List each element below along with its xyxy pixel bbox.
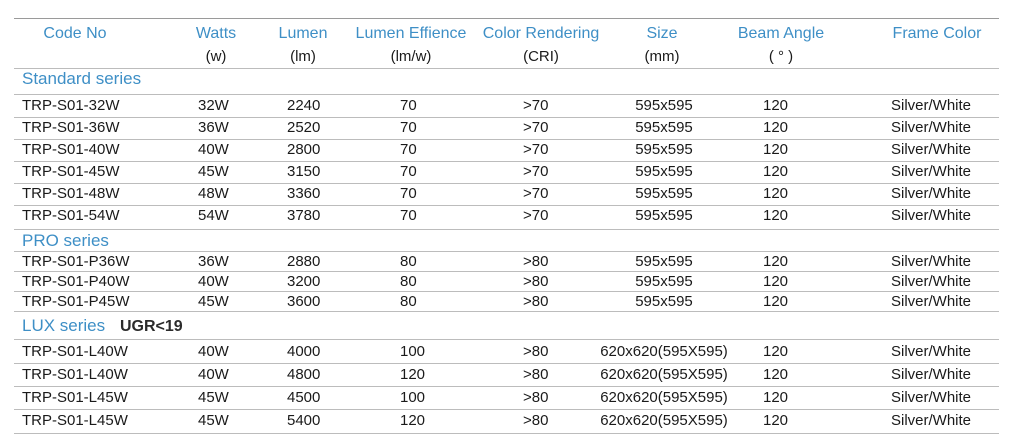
cell-cri: >70 bbox=[523, 141, 549, 158]
cell-lumen: 3200 bbox=[287, 273, 321, 290]
cell-frame: Silver/White bbox=[891, 119, 972, 136]
cell-watts: 45W bbox=[198, 412, 229, 429]
column-unit-cri: (CRI) bbox=[523, 48, 559, 65]
row-divider bbox=[14, 94, 999, 95]
row-divider bbox=[14, 18, 999, 19]
cell-code: TRP-S01-L40W bbox=[22, 366, 128, 383]
cell-lumen: 3600 bbox=[287, 293, 321, 310]
cell-size: 620x620(595X595) bbox=[600, 366, 728, 383]
cell-code: TRP-S01-L40W bbox=[22, 343, 128, 360]
section-title: PRO series bbox=[22, 231, 109, 250]
table-row bbox=[0, 343, 1013, 365]
table-row bbox=[0, 389, 1013, 411]
cell-size: 595x595 bbox=[635, 207, 693, 224]
cell-efficacy: 70 bbox=[400, 207, 417, 224]
cell-size: 595x595 bbox=[635, 253, 693, 270]
table-row bbox=[0, 207, 1013, 229]
cell-watts: 32W bbox=[198, 97, 229, 114]
cell-beam: 120 bbox=[763, 185, 789, 202]
row-divider bbox=[14, 117, 999, 118]
row-divider bbox=[14, 386, 999, 387]
cell-cri: >70 bbox=[523, 119, 549, 136]
table-row bbox=[0, 163, 1013, 185]
cell-beam: 120 bbox=[763, 366, 789, 383]
column-header-lumen: Lumen bbox=[278, 25, 328, 42]
column-header-beam: Beam Angle bbox=[737, 25, 825, 42]
cell-beam: 120 bbox=[763, 412, 789, 429]
row-divider bbox=[14, 311, 999, 312]
cell-beam: 120 bbox=[763, 293, 789, 310]
section-title: Standard series bbox=[22, 69, 142, 88]
cell-beam: 120 bbox=[763, 163, 789, 180]
cell-cri: >70 bbox=[523, 97, 549, 114]
cell-beam: 120 bbox=[763, 119, 789, 136]
cell-beam: 120 bbox=[763, 273, 789, 290]
cell-watts: 40W bbox=[198, 273, 229, 290]
cell-watts: 45W bbox=[198, 389, 229, 406]
cell-lumen: 2520 bbox=[287, 119, 321, 136]
cell-watts: 45W bbox=[198, 293, 229, 310]
cell-code: TRP-S01-45W bbox=[22, 163, 120, 180]
cell-watts: 40W bbox=[198, 366, 229, 383]
cell-size: 620x620(595X595) bbox=[600, 412, 728, 429]
row-divider bbox=[14, 205, 999, 206]
cell-efficacy: 70 bbox=[400, 185, 417, 202]
cell-size: 595x595 bbox=[635, 97, 693, 114]
cell-efficacy: 120 bbox=[400, 412, 426, 429]
row-divider bbox=[14, 433, 999, 434]
cell-watts: 40W bbox=[198, 343, 229, 360]
column-header-cri: Color Rendering bbox=[482, 25, 600, 42]
cell-efficacy: 80 bbox=[400, 273, 417, 290]
cell-code: TRP-S01-36W bbox=[22, 119, 120, 136]
cell-efficacy: 100 bbox=[400, 343, 426, 360]
cell-size: 595x595 bbox=[635, 163, 693, 180]
cell-watts: 48W bbox=[198, 185, 229, 202]
cell-lumen: 2800 bbox=[287, 141, 321, 158]
cell-cri: >70 bbox=[523, 163, 549, 180]
row-divider bbox=[14, 409, 999, 410]
cell-cri: >80 bbox=[523, 389, 549, 406]
row-divider bbox=[14, 68, 999, 69]
cell-lumen: 4800 bbox=[287, 366, 321, 383]
cell-watts: 36W bbox=[198, 253, 229, 270]
table-row bbox=[0, 412, 1013, 434]
cell-code: TRP-S01-48W bbox=[22, 185, 120, 202]
cell-cri: >80 bbox=[523, 293, 549, 310]
cell-efficacy: 70 bbox=[400, 119, 417, 136]
cell-code: TRP-S01-L45W bbox=[22, 412, 128, 429]
cell-beam: 120 bbox=[763, 207, 789, 224]
column-header-size: Size bbox=[646, 25, 678, 42]
cell-beam: 120 bbox=[763, 97, 789, 114]
cell-frame: Silver/White bbox=[891, 273, 972, 290]
table-row bbox=[0, 97, 1013, 119]
cell-cri: >80 bbox=[523, 412, 549, 429]
table-row bbox=[0, 141, 1013, 163]
cell-cri: >80 bbox=[523, 343, 549, 360]
cell-code: TRP-S01-P40W bbox=[22, 273, 130, 290]
cell-cri: >70 bbox=[523, 185, 549, 202]
column-header-frame: Frame Color bbox=[892, 25, 982, 42]
cell-size: 595x595 bbox=[635, 273, 693, 290]
cell-code: TRP-S01-P36W bbox=[22, 253, 130, 270]
cell-efficacy: 70 bbox=[400, 97, 417, 114]
table-row bbox=[0, 119, 1013, 141]
ugr-badge: UGR<19 bbox=[120, 318, 183, 335]
cell-size: 595x595 bbox=[635, 119, 693, 136]
column-header-code: Code No bbox=[43, 25, 107, 42]
row-divider bbox=[14, 291, 999, 292]
row-divider bbox=[14, 229, 999, 230]
cell-code: TRP-S01-32W bbox=[22, 97, 120, 114]
cell-frame: Silver/White bbox=[891, 412, 972, 429]
cell-beam: 120 bbox=[763, 389, 789, 406]
cell-lumen: 2880 bbox=[287, 253, 321, 270]
cell-code: TRP-S01-54W bbox=[22, 207, 120, 224]
cell-code: TRP-S01-P45W bbox=[22, 293, 130, 310]
cell-efficacy: 80 bbox=[400, 293, 417, 310]
row-divider bbox=[14, 251, 999, 252]
cell-frame: Silver/White bbox=[891, 293, 972, 310]
cell-frame: Silver/White bbox=[891, 343, 972, 360]
cell-beam: 120 bbox=[763, 343, 789, 360]
cell-efficacy: 120 bbox=[400, 366, 426, 383]
cell-lumen: 4500 bbox=[287, 389, 321, 406]
cell-watts: 40W bbox=[198, 141, 229, 158]
row-divider bbox=[14, 363, 999, 364]
column-unit-efficacy: (lm/w) bbox=[390, 48, 432, 65]
cell-size: 595x595 bbox=[635, 293, 693, 310]
cell-size: 595x595 bbox=[635, 185, 693, 202]
section-title: LUX series bbox=[22, 316, 106, 335]
cell-frame: Silver/White bbox=[891, 97, 972, 114]
row-divider bbox=[14, 139, 999, 140]
column-header-efficacy: Lumen Effience bbox=[355, 25, 467, 42]
cell-frame: Silver/White bbox=[891, 163, 972, 180]
row-divider bbox=[14, 161, 999, 162]
row-divider bbox=[14, 183, 999, 184]
cell-watts: 45W bbox=[198, 163, 229, 180]
column-unit-beam: ( ° ) bbox=[768, 48, 794, 65]
column-unit-watts: (w) bbox=[205, 48, 227, 65]
cell-cri: >80 bbox=[523, 253, 549, 270]
row-divider bbox=[14, 271, 999, 272]
cell-frame: Silver/White bbox=[891, 253, 972, 270]
cell-efficacy: 80 bbox=[400, 253, 417, 270]
cell-cri: >70 bbox=[523, 207, 549, 224]
cell-size: 620x620(595X595) bbox=[600, 343, 728, 360]
cell-cri: >80 bbox=[523, 273, 549, 290]
cell-lumen: 4000 bbox=[287, 343, 321, 360]
cell-lumen: 3150 bbox=[287, 163, 321, 180]
cell-frame: Silver/White bbox=[891, 389, 972, 406]
cell-efficacy: 100 bbox=[400, 389, 426, 406]
cell-beam: 120 bbox=[763, 141, 789, 158]
table-row bbox=[0, 366, 1013, 388]
column-unit-lumen: (lm) bbox=[290, 48, 316, 65]
row-divider bbox=[14, 339, 999, 340]
cell-lumen: 2240 bbox=[287, 97, 321, 114]
column-unit-size: (mm) bbox=[644, 48, 680, 65]
cell-efficacy: 70 bbox=[400, 163, 417, 180]
cell-watts: 36W bbox=[198, 119, 229, 136]
cell-efficacy: 70 bbox=[400, 141, 417, 158]
cell-cri: >80 bbox=[523, 366, 549, 383]
column-header-watts: Watts bbox=[195, 25, 237, 42]
cell-frame: Silver/White bbox=[891, 185, 972, 202]
cell-size: 620x620(595X595) bbox=[600, 389, 728, 406]
cell-code: TRP-S01-40W bbox=[22, 141, 120, 158]
cell-lumen: 3780 bbox=[287, 207, 321, 224]
cell-lumen: 5400 bbox=[287, 412, 321, 429]
table-row bbox=[0, 185, 1013, 207]
cell-code: TRP-S01-L45W bbox=[22, 389, 128, 406]
cell-frame: Silver/White bbox=[891, 366, 972, 383]
cell-beam: 120 bbox=[763, 253, 789, 270]
cell-lumen: 3360 bbox=[287, 185, 321, 202]
cell-frame: Silver/White bbox=[891, 141, 972, 158]
cell-watts: 54W bbox=[198, 207, 229, 224]
cell-size: 595x595 bbox=[635, 141, 693, 158]
cell-frame: Silver/White bbox=[891, 207, 972, 224]
